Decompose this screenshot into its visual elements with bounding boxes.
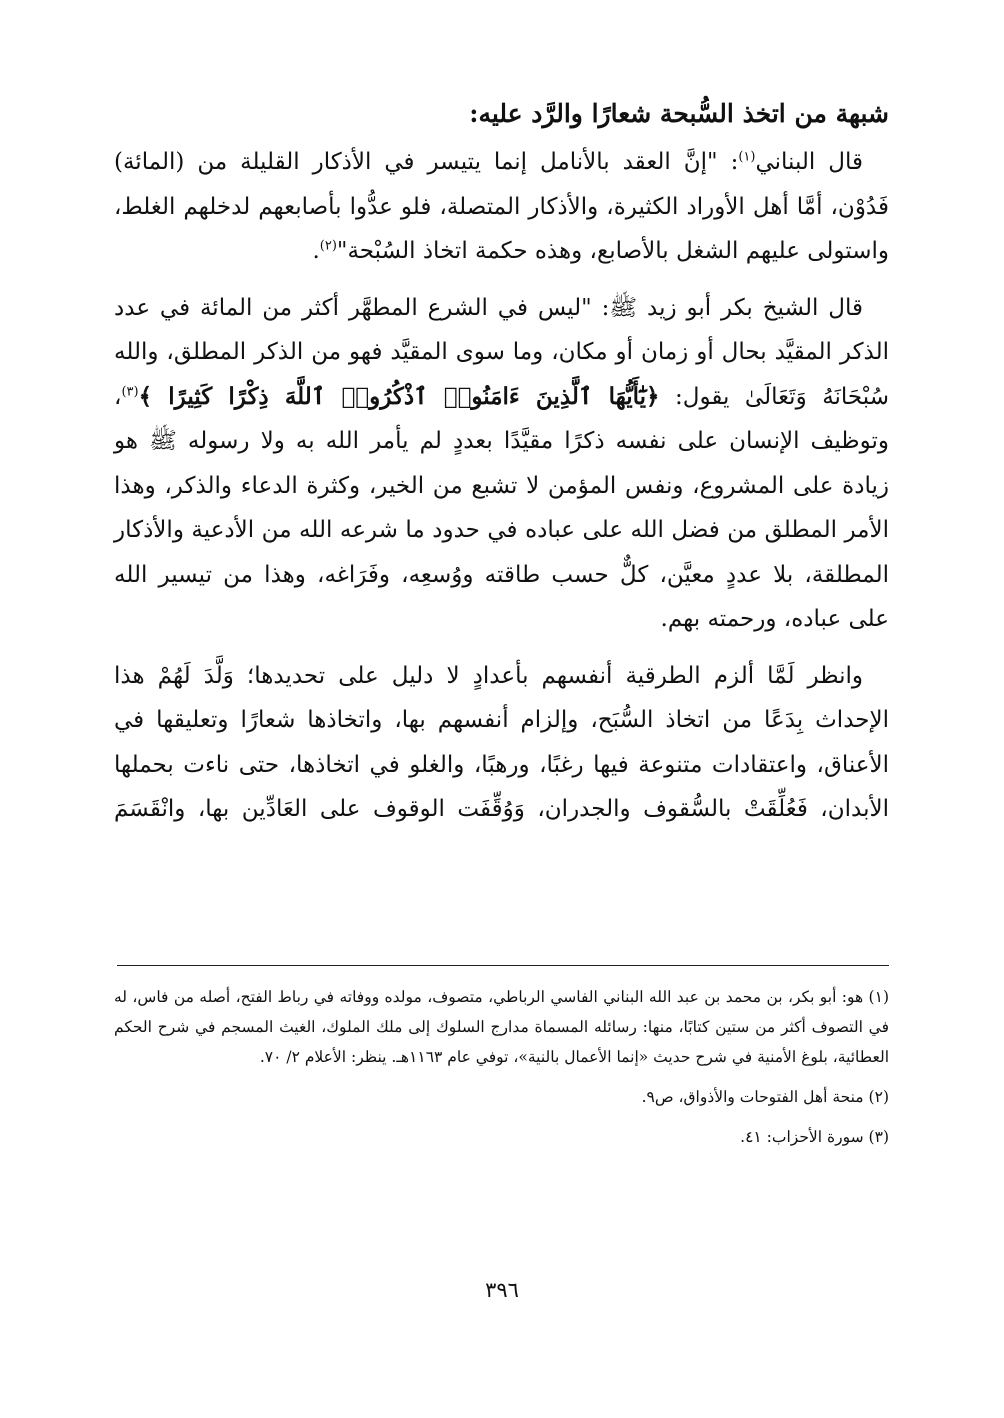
footnotes xyxy=(114,982,889,1162)
page-number: ٣٩٦ xyxy=(485,1278,519,1302)
quran-verse: ﴿يَٰٓأَيُّهَا ٱلَّذِينَ ءَامَنُوا۟ ٱذْكُرُوا۟ ٱللَّهَ ذِكْرًا كَثِيرًا ﴾ xyxy=(138,382,660,410)
section-heading: شبهة من اتخذ السُّبحة شعارًا والرَّد عليه: xyxy=(469,99,889,128)
paragraph-2-text-a: قال الشيخ بكر أبو زيد ﷺ: "ليس في الشرع المطهَّر أكثر من المائة في عدد الذكر المقيَّد بحال أو زمان أو مكان، وما سوى المقيَّد فهو من الذكر المطلق، والله سُبْحَانَهُ وَتَعَالَىٰ يقول: xyxy=(114,294,889,410)
footnote-3 xyxy=(114,1122,889,1152)
footnote-ref-3[interactable]: (٣) xyxy=(121,383,139,399)
footnote-number: (٢) xyxy=(868,1088,889,1106)
footnote-ref-1[interactable]: (١) xyxy=(738,149,756,165)
paragraph-2-text-b: ، وتوظيف الإنسان على نفسه ذكرًا مقيَّدًا بعددٍ لم يأمر الله به ولا رسوله ﷺ هو زيادة على المشروع، ونفس المؤمن لا تشبع من الخير، وكثرة الدعاء والذكر، وهذا الأمر المطلق من فضل الله على عباده في حدود ما شرعه الله من الأدعية والأذكار المطلقة، بلا عددٍ معيَّن، كلٌّ حسب طاقته ووُسعِه، وفَرَاغه، وهذا من تيسير الله على عباده، ورحمته بهم. xyxy=(114,383,889,632)
footnote-divider xyxy=(117,965,889,966)
paragraph-2 xyxy=(114,286,889,642)
paragraph-1 xyxy=(114,140,889,274)
paragraph-1-text-b: : "إنَّ العقد بالأنامل إنما يتيسر في الأذكار القليلة من (المائة) فَدُوْن، أمَّا أهل الأوراد الكثيرة، والأذكار المتصلة، فلو عدُّوا بأصابعهم لدخلهم الغلط، واستولى عليهم الشغل بالأصابع، وهذه حكمة اتخاذ السُبْحة" xyxy=(114,149,889,264)
footnote-number: (٣) xyxy=(868,1128,889,1146)
main-text xyxy=(114,92,889,832)
footnote-2 xyxy=(114,1082,889,1112)
footnote-text: سورة الأحزاب: ٤١. xyxy=(740,1128,864,1146)
footnote-text: منحة أهل الفتوحات والأذواق، ص٩. xyxy=(641,1088,864,1106)
footnote-1 xyxy=(114,982,889,1072)
footnote-ref-2[interactable]: (٢) xyxy=(319,238,337,254)
paragraph-3: وانظر لَمَّا ألزم الطرقية أنفسهم بأعدادٍ لا دليل على تحديدها؛ وَلَّدَ لَهُمْ هذا الإحداث بِدَعًا من اتخاذ السُّبَح، وإلزام أنفسهم بها، واتخاذها شعارًا وتعليقها في الأعناق، واعتقادات متنوعة فيها رغبًا، ورهبًا، والغلو في اتخاذها، حتى ناءت بحملها الأبدان، فَعُلِّقَتْ بالسُّقوف والجدران، وَوُقِّفَت الوقوف على العَادِّين بها، وانْقَسَمَ xyxy=(114,662,889,822)
paragraph-1-text-a: قال البناني xyxy=(755,149,863,175)
footnote-text: هو: أبو بكر، بن محمد بن عبد الله البناني الفاسي الرباطي، متصوف، مولده ووفاته في رباط الفتح، أصله من فاس، له في التصوف أكثر من ستين كتابًا، منها: رسائله المسماة مدارج السلوك إلى ملك الملوك، الغيث المسجم في شرح الحكم العطائية، بلوغ الأمنية في شرح حديث «إنما الأعمال بالنية»، توفي عام ١١٦٣هـ. ينظر: الأعلام ٢/ ٧٠. xyxy=(114,988,889,1066)
footnote-number: (١) xyxy=(868,988,889,1006)
paragraph-1-text-c: . xyxy=(312,238,320,264)
